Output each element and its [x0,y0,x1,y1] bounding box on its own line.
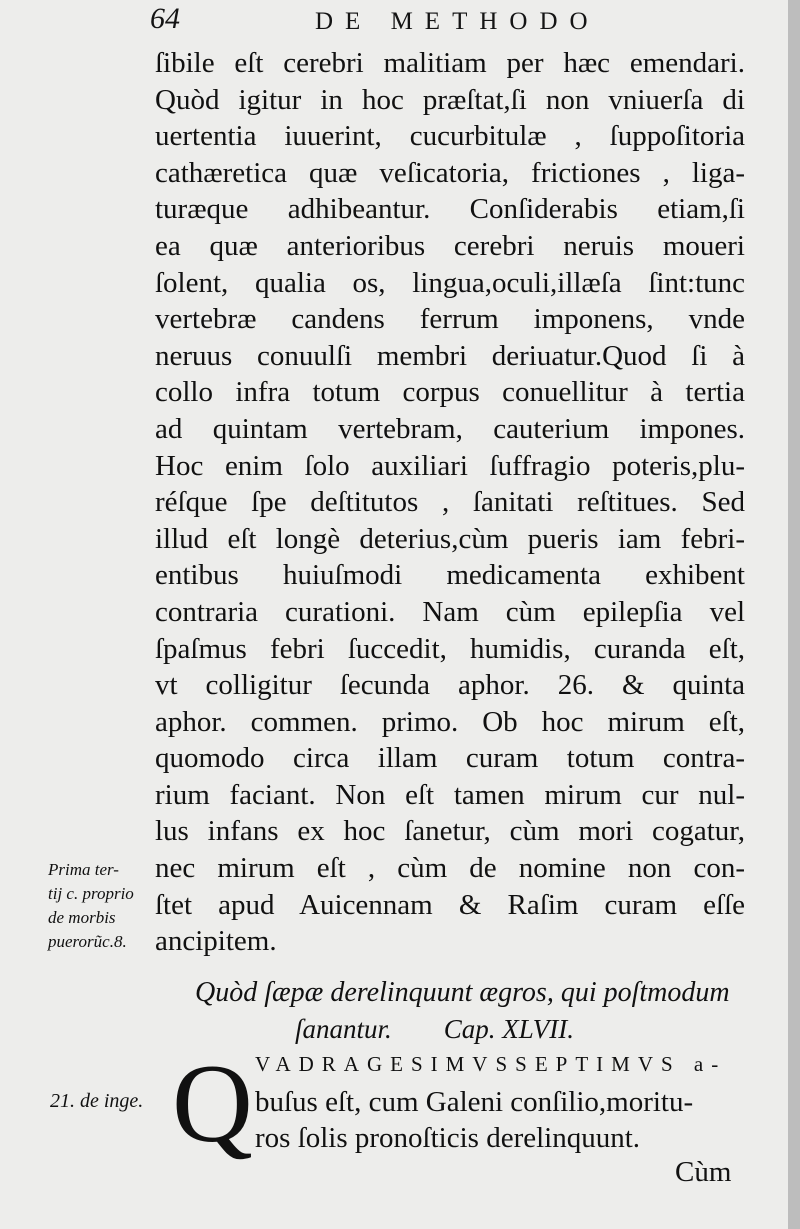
text-line: vt colligitur ſecunda aphor. 26. & quinta [155,669,745,702]
chapter-title-line-2 [295,1011,745,1047]
text-line: cathæretica quæ veſicatoria, frictiones , liga- [155,156,745,189]
text-line: collo infra totum corpus conuellitur à tertia [155,376,745,409]
drop-cap: Q [172,1042,253,1166]
chapter-title-tail: ſanantur. [295,1014,392,1044]
text-line: rium faciant. Non eſt tamen mirum cur nul- [155,778,745,811]
running-head: DE METHODO [315,8,600,35]
text-line: réſque ſpe deſtitutos , ſanitati reſtitues. Sed [155,486,745,519]
marginal-note-line: tij c. proprio [48,884,134,903]
text-line: quomodo circa illam curam totum contra- [155,742,745,775]
page-number: 64 [150,2,180,35]
text-line: aphor. commen. primo. Ob hoc mirum eſt, [155,705,745,738]
chapter-number: Cap. XLVII. [443,1014,575,1044]
text-line: ſtet apud Auicennam & Raſim curam eſſe [155,888,745,921]
marginal-reference: 21. de inge. [50,1090,144,1112]
chapter-title-line: Quòd ſæpæ derelinquunt ægros, qui poſtmodum [195,977,730,1008]
catchword: Cùm [675,1156,732,1188]
page-header [150,2,710,42]
text-line: Quòd igitur in hoc præſtat,ſi non vniuerſa di [155,83,745,116]
text-line: lus infans ex hoc ſanetur, cùm mori cogatur, [155,815,745,848]
text-line: ad quintam vertebram, cauterium impones. [155,412,745,445]
text-line: illud eſt longè deterius,cùm pueris iam febri- [155,522,745,555]
text-line: ros ſolis pronoſticis derelinquunt. [255,1122,641,1154]
text-line: vertebræ candens ferrum imponens, vnde [155,303,745,336]
text-line: nec mirum eſt , cùm de nomine non con- [155,852,745,885]
text-line: ſibile eſt cerebri malitiam per hæc emendari. [155,47,745,79]
text-line: entibus huiuſmodi medicamenta exhibent [155,559,745,592]
text-line: contraria curationi. Nam cùm epilepſia vel [155,595,745,628]
chapter-heading [155,975,745,1047]
page-edge-shadow [788,0,800,1229]
marginal-note-line: de morbis [48,908,116,927]
text-line: neruus conuulſi membri deriuatur.Quod ſi à [155,339,745,372]
marginal-note-line: puerorũc.8. [48,932,127,951]
text-line: ea quæ anterioribus cerebri neruis moueri [155,229,745,262]
text-line: ſolent, qualia os, lingua,oculi,illæſa ſint:tunc [155,266,745,299]
chapter-caps-line: VADRAGESIMVSSEPTIMVS a- [255,1052,727,1076]
chapter-opening [50,1042,750,1229]
text-line: ſpaſmus febri ſuccedit, humidis, curanda eſt, [155,632,745,665]
marginal-note-line: Prima ter- [48,860,119,879]
marginal-note [48,858,168,954]
main-text-block [155,45,745,960]
text-line: buſus eſt, cum Galeni conſilio,moritu- [255,1086,694,1118]
text-line: turæque adhibeantur. Conſiderabis etiam,ſi [155,193,745,226]
text-line: Hoc enim ſolo auxiliari ſuffragio poteris,plu- [155,449,745,482]
text-line: uertentia iuuerint, cucurbitulæ , ſuppoſitoria [155,120,745,153]
text-line: ancipitem. [155,925,277,958]
